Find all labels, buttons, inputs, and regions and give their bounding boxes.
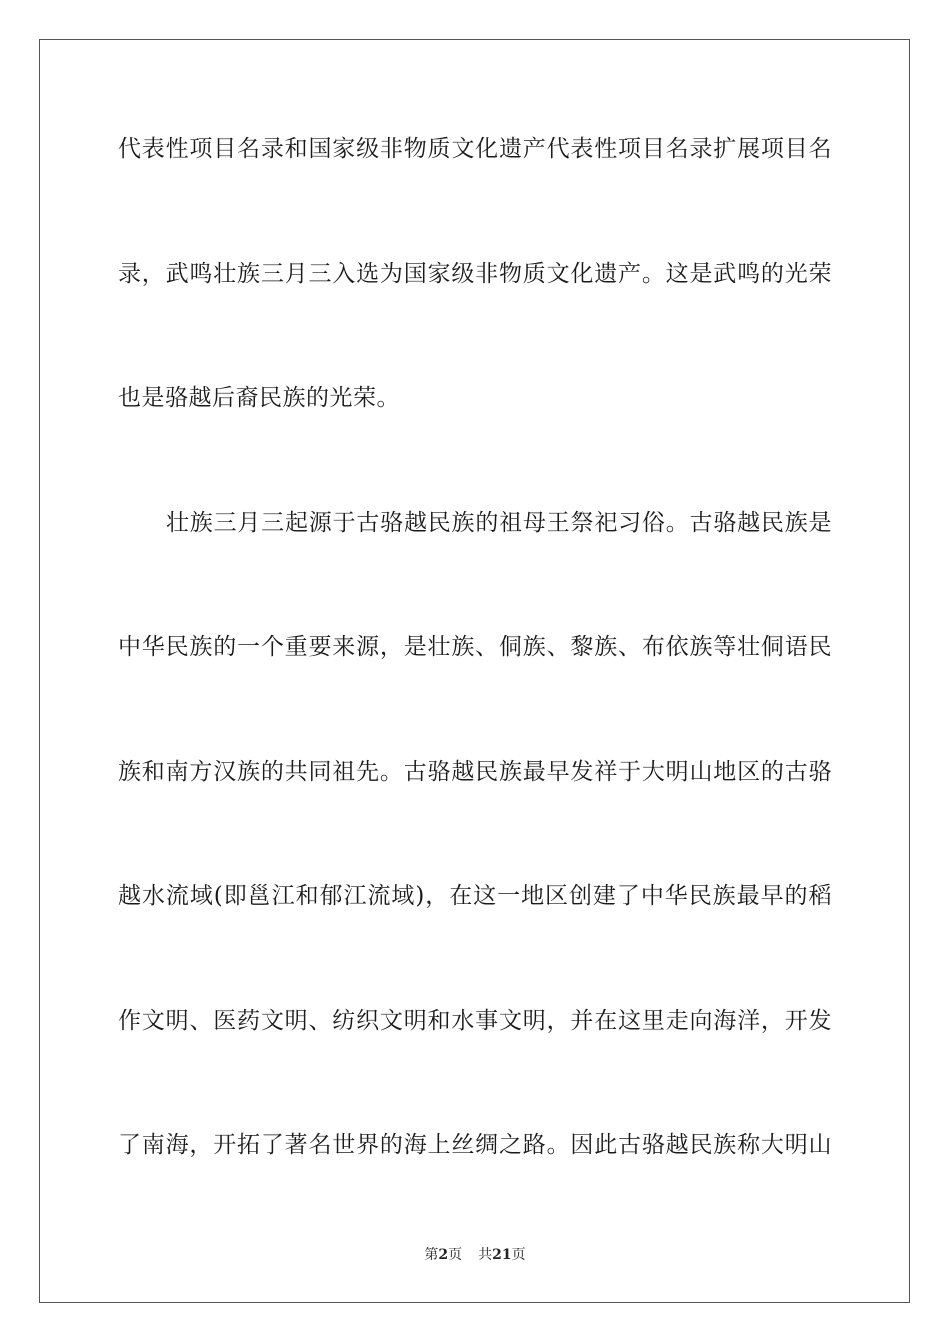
body-text-line-3: 也是骆越后裔民族的光荣。 (118, 385, 400, 411)
body-text-line-9: 了南海，开拓了著名世界的海上丝绸之路。因此古骆越民族称大明山 (118, 1132, 832, 1158)
page-suffix: 页 (448, 1247, 463, 1263)
total-prefix: 共 (478, 1247, 493, 1263)
body-text-line-5: 中华民族的一个重要来源，是壮族、侗族、黎族、布依族等壮侗语民 (118, 634, 832, 660)
body-text-line-6: 族和南方汉族的共同祖先。古骆越民族最早发祥于大明山地区的古骆 (118, 759, 832, 785)
body-text-line-1: 代表性项目名录和国家级非物质文化遗产代表性项目名录扩展项目名 (118, 136, 832, 162)
body-text-line-7: 越水流域(即邕江和郁江流域)，在这一地区创建了中华民族最早的稻 (118, 883, 832, 909)
page-number: 2 (438, 1247, 449, 1263)
body-text-line-8: 作文明、医药文明、纺织文明和水事文明，并在这里走向海洋，开发 (118, 1008, 832, 1034)
page-prefix: 第 (424, 1247, 439, 1263)
body-text-line-2: 录，武鸣壮族三月三入选为国家级非物质文化遗产。这是武鸣的光荣 (118, 261, 832, 287)
page-border (39, 39, 910, 1303)
total-pages: 21 (492, 1247, 512, 1263)
page-footer (0, 1246, 950, 1264)
total-suffix: 页 (511, 1247, 526, 1263)
body-text-line-4: 壮族三月三起源于古骆越民族的祖母王祭祀习俗。古骆越民族是 (166, 510, 832, 536)
